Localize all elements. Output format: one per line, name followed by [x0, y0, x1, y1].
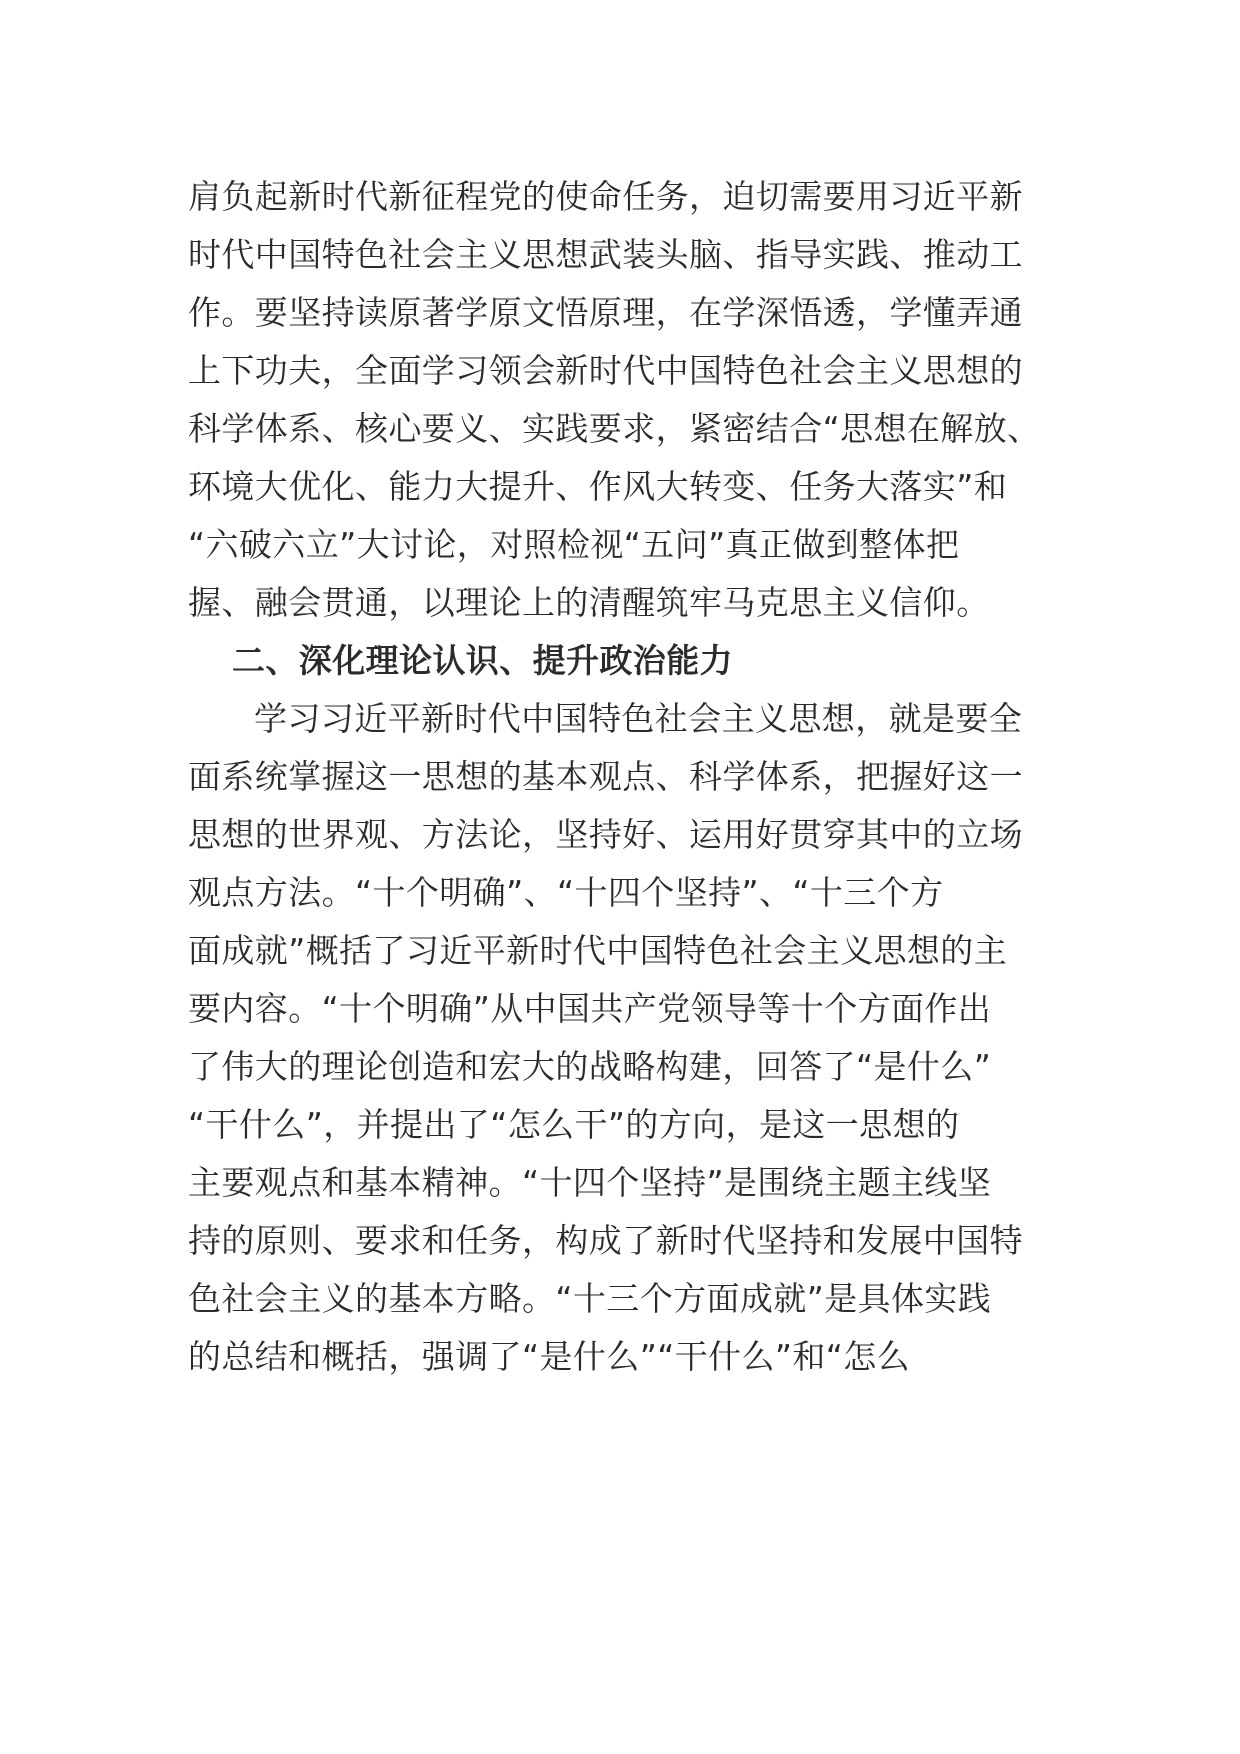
paragraph-1-line-1: 肩负起新时代新征程党的使命任务，迫切需要用习近平新: [188, 177, 1023, 216]
paragraph-2-line-2: 面系统掌握这一思想的基本观点、科学体系，把握好这一: [188, 757, 1023, 796]
paragraph-2-line-12: 的总结和概括，强调了“是什么”“干什么”和“怎么: [188, 1337, 911, 1376]
paragraph-1-line-7: “六破六立”大讨论，对照检视“五问”真正做到整体把: [188, 525, 960, 564]
paragraph-2-line-11: 色社会主义的基本方略。“十三个方面成就”是具体实践: [188, 1279, 992, 1318]
paragraph-2-line-8: “干什么”，并提出了“怎么干”的方向，是这一思想的: [188, 1105, 960, 1144]
paragraph-2-line-3: 思想的世界观、方法论，坚持好、运用好贯穿其中的立场: [188, 815, 1023, 854]
paragraph-2-line-5: 面成就”概括了习近平新时代中国特色社会主义思想的主: [188, 931, 1008, 970]
paragraph-1-line-6: 环境大优化、能力大提升、作风大转变、任务大落实”和: [188, 467, 1008, 506]
paragraph-2-line-4: 观点方法。“十个明确”、“十四个坚持”、“十三个方: [188, 873, 944, 912]
paragraph-2-line-10: 持的原则、要求和任务，构成了新时代坚持和发展中国特: [188, 1221, 1023, 1260]
paragraph-1-line-2: 时代中国特色社会主义思想武装头脑、指导实践、推动工: [188, 235, 1023, 274]
paragraph-1-line-5: 科学体系、核心要义、实践要求，紧密结合“思想在解放、: [188, 409, 1041, 448]
section-heading: 二、深化理论认识、提升政治能力: [232, 641, 733, 680]
paragraph-2-line-9: 主要观点和基本精神。“十四个坚持”是围绕主题主线坚: [188, 1163, 992, 1202]
paragraph-1-line-8: 握、融会贯通，以理论上的清醒筑牢马克思主义信仰。: [188, 583, 990, 622]
paragraph-1-line-4: 上下功夫，全面学习领会新时代中国特色社会主义思想的: [188, 351, 1023, 390]
paragraph-2-line-7: 了伟大的理论创造和宏大的战略构建，回答了“是什么”: [188, 1047, 992, 1086]
paragraph-1-line-3: 作。要坚持读原著学原文悟原理，在学深悟透，学懂弄通: [188, 293, 1023, 332]
paragraph-2-line-1: 学习习近平新时代中国特色社会主义思想，就是要全: [254, 699, 1023, 738]
paragraph-2-line-6: 要内容。“十个明确”从中国共产党领导等十个方面作出: [188, 989, 992, 1028]
